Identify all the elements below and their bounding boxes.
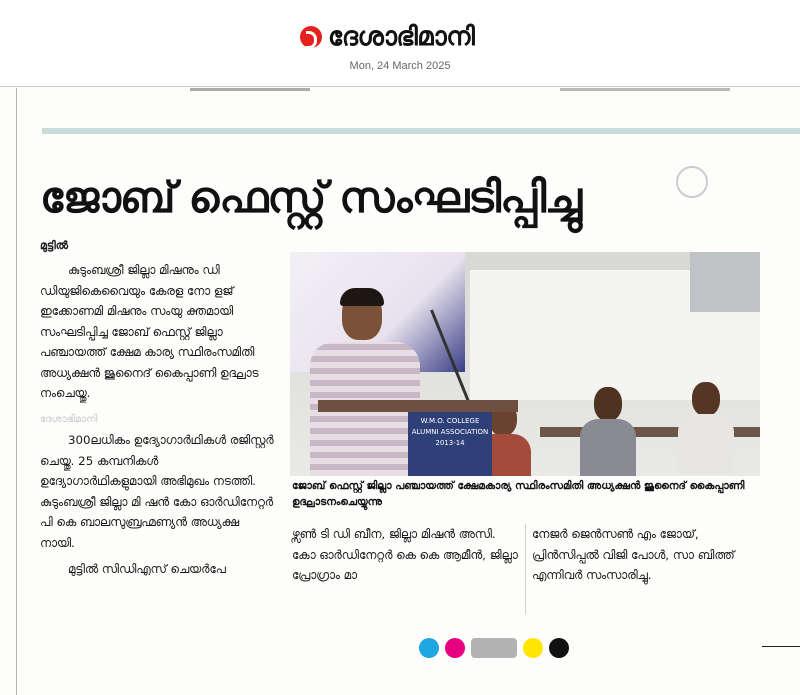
- crop-mark: [762, 646, 800, 647]
- article-paragraph: ഴ്സൺ ടി ഡി ബീന, ജില്ലാ മിഷൻ അസി. കോ ഓർഡിനേറ്റർ കെ കെ ആമീൻ, ജില്ലാ പ്രോഗ്രാം മാ: [292, 527, 518, 582]
- podium-label: W.M.O. COLLEGE: [420, 417, 480, 425]
- photo-guest: [580, 387, 636, 467]
- deshabhimani-logo-icon: [300, 26, 322, 48]
- article-column-3: [532, 524, 762, 586]
- watermark-logo-icon: [676, 166, 708, 198]
- watermark-text: ദേശാഭിമാനി: [40, 413, 98, 425]
- article-photo: [290, 252, 760, 476]
- adjacent-article-fragment: [560, 88, 730, 91]
- adjacent-article-fragment: [190, 88, 310, 91]
- podium-year: 2013-14: [435, 439, 465, 447]
- masthead: [0, 0, 800, 88]
- publication-logo[interactable]: [300, 22, 474, 52]
- article-column-2: [292, 524, 518, 586]
- article-paragraph: കുടുംബശ്രീ ജില്ലാ മിഷനും ഡി ഡിയുജികെവൈയും കേരള നോ ളജ് ഇക്കോണമി മിഷനും സംയു ക്തമായി സംഘടിപ്പിച്ച ജോബ് ഫെസ്റ്റ് ജില്ലാ പഞ്ചായത്ത് ക്ഷേമ കാര്യ സ്ഥിരംസമിതി അധ്യക്ഷൻ ജുനൈദ് കൈപ്പാണി ഉദ്ഘാട നംചെയ്തു.: [40, 263, 259, 400]
- registration-bar-gray: [471, 638, 517, 658]
- epaper-clipping: [0, 88, 800, 695]
- registration-dot-black: [549, 638, 569, 658]
- article-paragraph: നേജർ ജെൻസൺ എം ജോയ്, പ്രിൻസിപ്പൽ വിജി പോൾ, സാ ബിത്ത് എന്നിവർ സംസാരിച്ചു.: [532, 527, 735, 582]
- photo-podium: [318, 400, 518, 476]
- article-dateline: മുട്ടിൽ: [40, 239, 68, 252]
- registration-dot-yellow: [523, 638, 543, 658]
- registration-dot-cyan: [419, 638, 439, 658]
- masthead-divider: [0, 86, 800, 87]
- section-bar: [42, 128, 800, 134]
- edition-date: Mon, 24 March 2025: [349, 60, 451, 72]
- column-rule: [525, 524, 526, 614]
- article-column-1: [40, 260, 276, 586]
- podium-sublabel: ALUMNI ASSOCIATION: [411, 428, 489, 436]
- print-registration-marks: [419, 638, 569, 658]
- article-paragraph: 300ലധികം ഉദ്യോഗാർഥികൾ രജിസ്റ്റർ ചെയ്തു. 25 കമ്പനികൾ ഉദ്യോഗാർഥികളുമായി അഭിമുഖം നടത്തി. കുടുംബശ്രീ ജില്ലാ മി ഷൻ കോ ഓർഡിനേറ്റർ പി കെ ബാലസുബ്രഹ്മണ്യൻ അധ്യക്ഷ നായി.: [40, 433, 274, 550]
- article-headline: ജോബ് ഫെസ്റ്റ് സംഘടിപ്പിച്ചു: [40, 173, 582, 223]
- photo-caption: ജോബ് ഫെസ്റ്റ് ജില്ലാ പഞ്ചായത്ത് ക്ഷേമകാര്യ സ്ഥിരംസമിതി അധ്യക്ഷൻ ജുനൈദ് കൈപ്പാണി ഉദ്ഘാടനംചെയ്യുന്നു: [292, 480, 745, 508]
- registration-dot-magenta: [445, 638, 465, 658]
- article-paragraph: മുട്ടിൽ സിഡിഎസ് ചെയർപേ: [68, 562, 226, 576]
- column-rule: [16, 88, 17, 695]
- publication-title: ദേശാഭിമാനി: [328, 21, 475, 52]
- photo-guest: [678, 382, 734, 462]
